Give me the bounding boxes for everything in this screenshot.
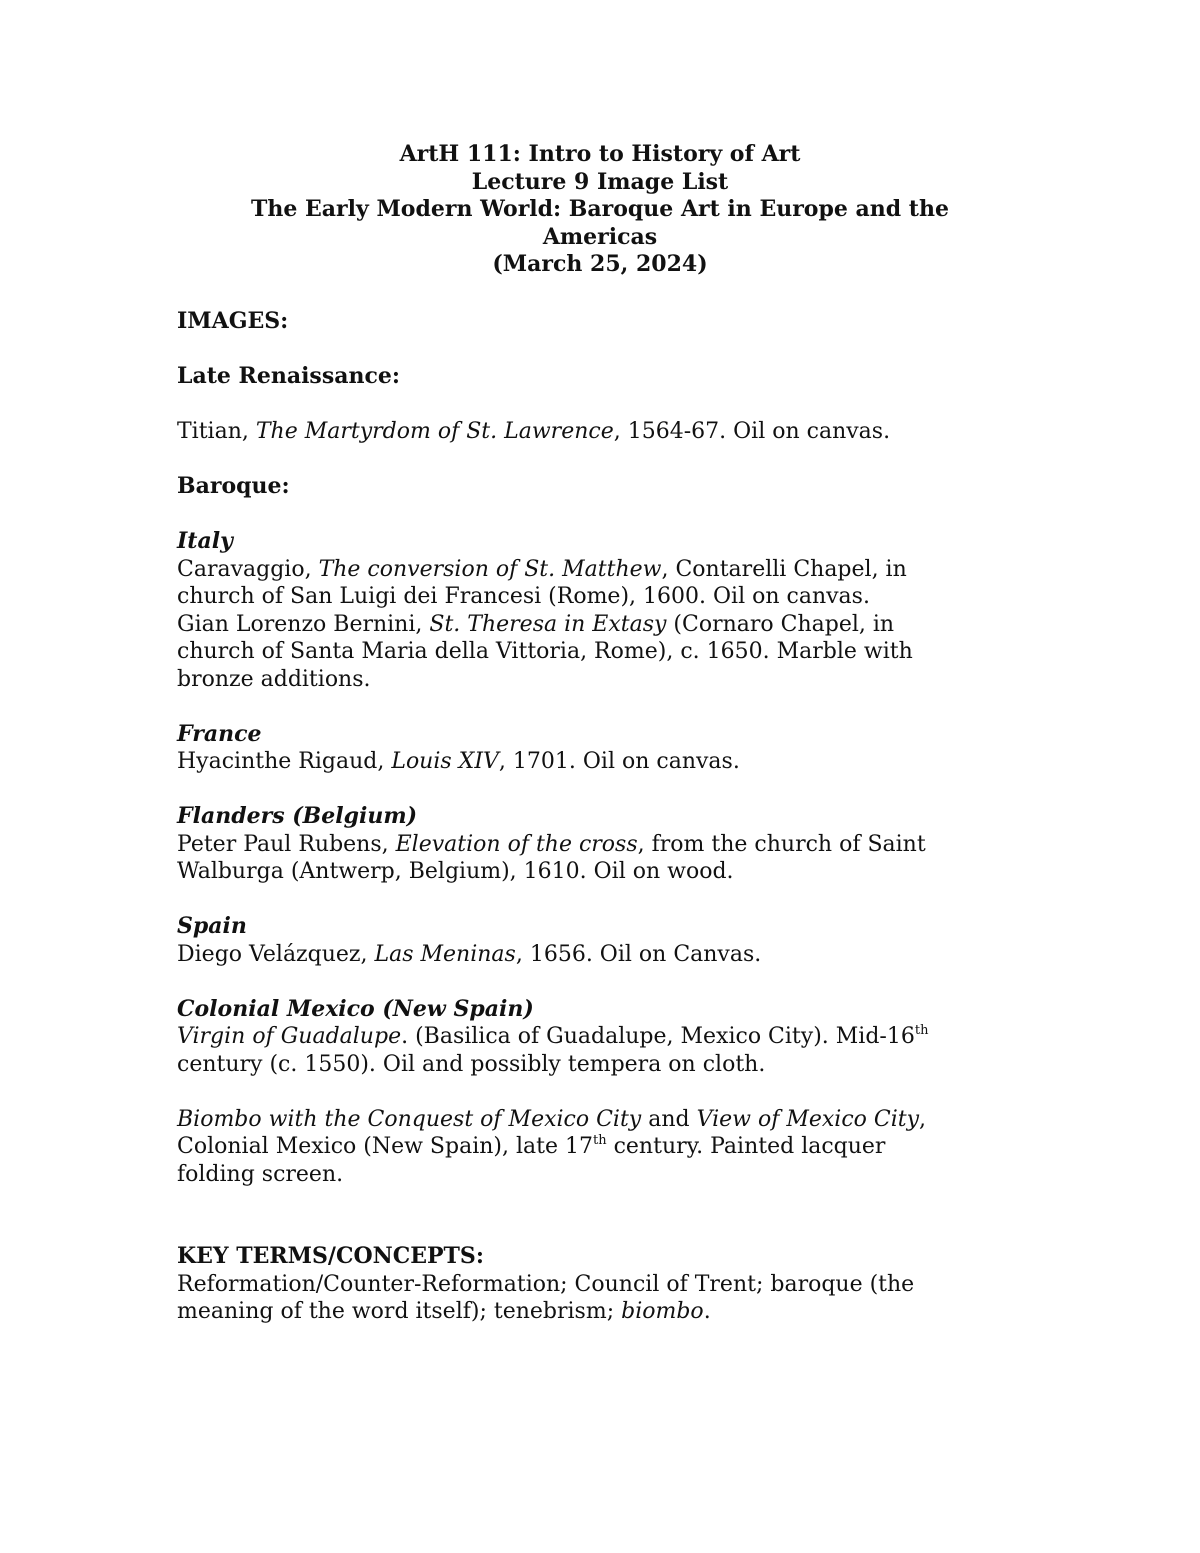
artwork-details: (Cornaro Chapel, in [666, 611, 895, 637]
artwork-details: , from the church of Saint [637, 831, 926, 857]
artwork-title: St. Theresa in Extasy [429, 611, 667, 637]
artwork-title: Las Meninas [374, 941, 516, 967]
artwork-title: Elevation of the cross [395, 831, 638, 857]
spain-heading: Spain [177, 913, 247, 939]
late-renaissance-heading: Late Renaissance: [177, 363, 400, 389]
colonial-mexico-heading: Colonial Mexico (New Spain) [177, 995, 534, 1022]
key-term-biombo: biombo [621, 1299, 704, 1324]
artwork-title: The Martyrdom of St. Lawrence [255, 419, 614, 444]
artist-name: Diego Velázquez, [177, 941, 375, 967]
artwork-title: The conversion of St. Matthew [318, 556, 662, 582]
artwork-details: . (Basilica of Guadalupe, Mexico City). Mid-16 [401, 1024, 915, 1049]
punctuation: , [919, 1106, 927, 1132]
biombo-entry-cont [177, 1133, 1023, 1161]
bernini-entry [177, 611, 1023, 639]
key-terms-line2 [177, 1298, 1023, 1326]
bernini-entry-cont: church of Santa Maria della Vittoria, Rome), c. 1650. Marble with [177, 639, 913, 664]
artwork-details: Colonial Mexico (New Spain), late 17 [177, 1134, 593, 1159]
key-terms-text: meaning of the word itself); tenebrism; [177, 1299, 622, 1324]
italy-heading: Italy [177, 528, 233, 554]
document-body [177, 308, 1023, 1326]
artist-name: Peter Paul Rubens, [177, 831, 396, 857]
artist-name: Titian, [177, 419, 256, 444]
rubens-entry-cont: Walburga (Antwerp, Belgium), 1610. Oil on wood. [177, 859, 734, 884]
guadalupe-entry [177, 1023, 1023, 1051]
artwork-title: Virgin of Guadalupe [177, 1024, 402, 1049]
artist-name: Gian Lorenzo Bernini, [177, 611, 430, 637]
france-heading: France [177, 720, 262, 747]
images-heading: IMAGES: [177, 308, 289, 334]
lecture-topic-line1: The Early Modern World: Baroque Art in Europe and the [251, 196, 949, 222]
titian-entry [177, 418, 1023, 446]
velazquez-entry [177, 941, 1023, 969]
key-terms-line1: Reformation/Counter-Reformation; Council of Trent; baroque (the [177, 1271, 915, 1297]
punctuation: . [703, 1299, 711, 1324]
lecture-topic-line2: Americas [542, 223, 658, 250]
key-terms-heading: KEY TERMS/CONCEPTS: [177, 1243, 484, 1269]
bernini-entry-cont2: bronze additions. [177, 666, 371, 692]
artwork-title: Biombo with the Conquest of Mexico City [177, 1106, 642, 1132]
connector-text: and [641, 1106, 697, 1132]
artist-name: Caravaggio, [177, 556, 319, 582]
baroque-heading: Baroque: [177, 473, 290, 499]
superscript: th [914, 1023, 929, 1038]
caravaggio-entry-cont: church of San Luigi dei Francesi (Rome), 1600. Oil on canvas. [177, 584, 870, 609]
caravaggio-entry [177, 556, 1023, 584]
artist-name: Hyacinthe Rigaud, [177, 749, 392, 774]
artwork-details-cont: century. Painted lacquer [606, 1134, 886, 1159]
artwork-details: , 1701. Oil on canvas. [498, 749, 740, 774]
artwork-title: Louis XIV [391, 749, 499, 774]
biombo-entry-cont2: folding screen. [177, 1161, 344, 1187]
artwork-title-2: View of Mexico City [696, 1106, 920, 1132]
lecture-date: (March 25, 2024) [492, 251, 708, 277]
flanders-heading: Flanders (Belgium) [177, 803, 418, 829]
artwork-details: , Contarelli Chapel, in [661, 556, 907, 582]
superscript: th [592, 1133, 607, 1148]
rubens-entry [177, 831, 1023, 859]
document-header [177, 141, 1023, 279]
biombo-entry [177, 1106, 1023, 1134]
guadalupe-entry-cont: century (c. 1550). Oil and possibly tempera on cloth. [177, 1051, 766, 1077]
lecture-title: Lecture 9 Image List [471, 168, 729, 195]
artwork-details: , 1564-67. Oil on canvas. [613, 419, 891, 444]
artwork-details: , 1656. Oil on Canvas. [515, 941, 762, 967]
rigaud-entry [177, 748, 1023, 776]
course-title: ArtH 111: Intro to History of Art [399, 141, 801, 167]
